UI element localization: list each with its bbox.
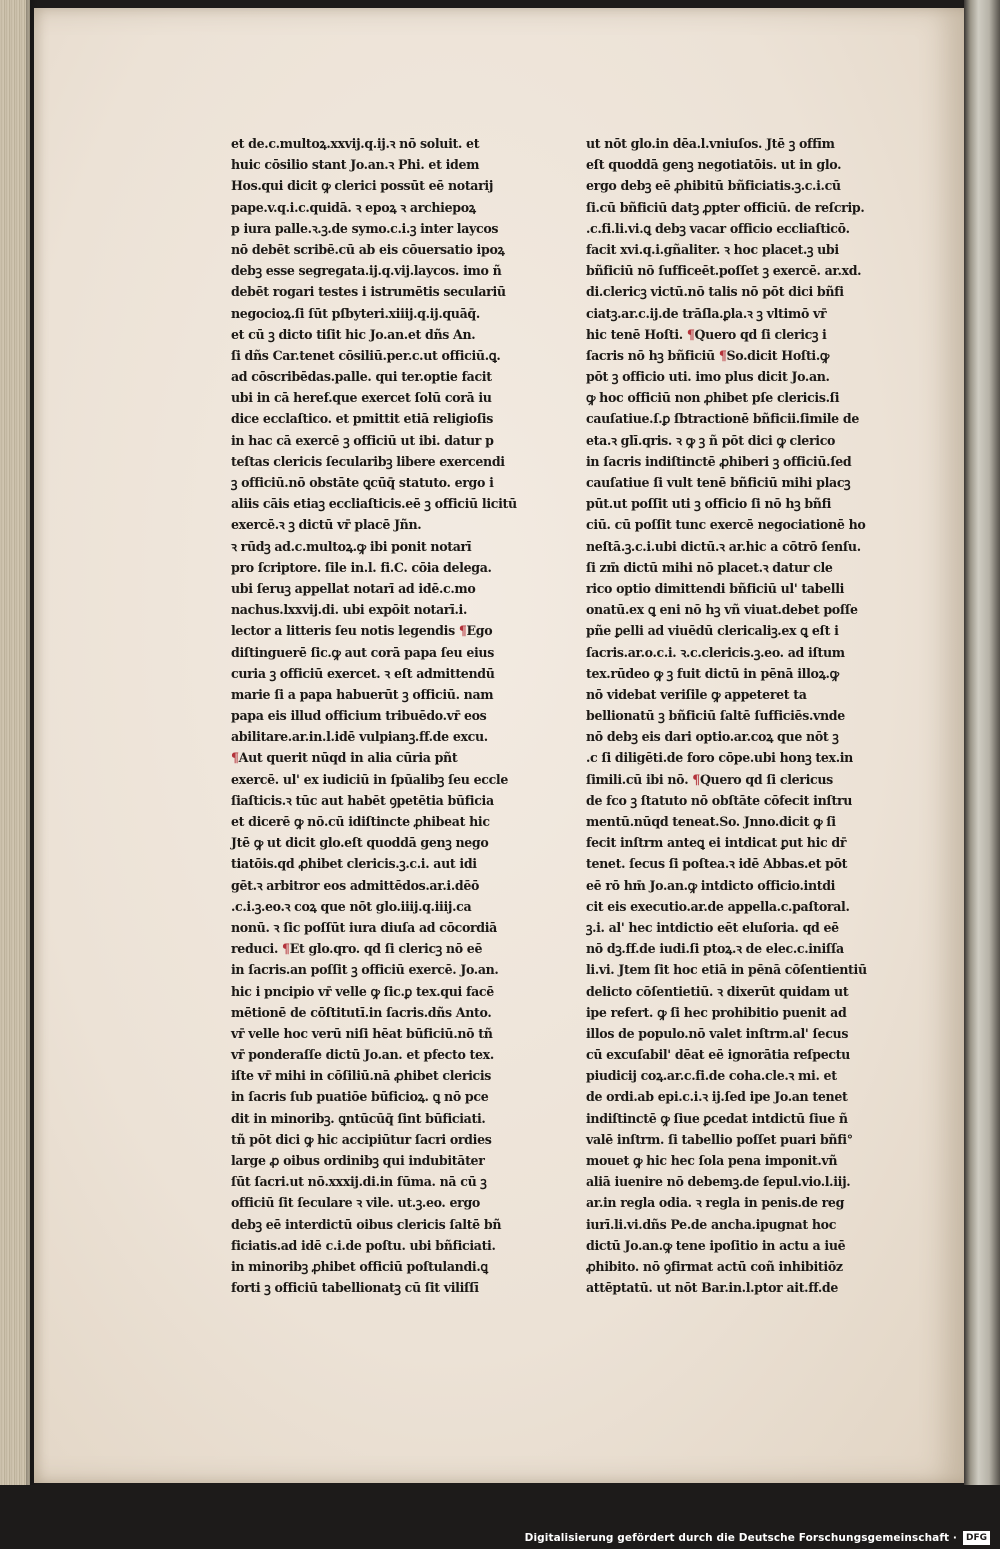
text-line: et cū ꝫ dicto tiſit hic Jo.an.et dñs An. bbox=[231, 326, 476, 342]
text-line: li.vi. Jtem ſit hoc etiā in pēnā cōſentientiū bbox=[586, 962, 867, 978]
text-line: onatū.ex ꝗ eni nō hꝫ vñ viuat.debet poſſe bbox=[586, 602, 858, 618]
text-line: pro ſcriptore. ſile in.l. fi.C. cōia delega. bbox=[231, 559, 492, 575]
text-line: ſi.cū bñficiū datꝫ ꝓpter officiū. de reſcrip. bbox=[586, 199, 865, 215]
text-line: piudicij coꝝ.ar.c.fi.de coha.cle.ꝛ mi. et bbox=[586, 1068, 837, 1084]
faded-marginal-note bbox=[60, 40, 240, 84]
text-line: delicto cōſentietiū. ꝛ dixerūt quidam ut bbox=[586, 983, 849, 999]
text-line: facit xvi.q.i.gñaliter. ꝛ hoc placet.ꝫ ubi bbox=[586, 241, 839, 257]
text-line: negocioꝝ.ſi ſūt pſbyteri.xiiij.q.ij.quāq̄. bbox=[231, 305, 480, 321]
text-line: ¶Aut querit nūqd in alia cūria pñt bbox=[231, 750, 458, 766]
rubricated-paragraph-mark: ¶ bbox=[458, 623, 467, 639]
text-line: vr̄ ponderaſſe dictū Jo.an. et pfecto tex. bbox=[231, 1047, 494, 1063]
text-line: valē inſtrm. ſi tabellio poſſet puari bñfi° bbox=[586, 1131, 853, 1147]
text-line: in ſacris.an poſſit ꝫ officiū exercē. Jo.an. bbox=[231, 962, 499, 978]
text-line: curia ꝫ officiū exercet. ꝛ eſt admittendū bbox=[231, 665, 495, 681]
text-line: nachus.lxxvij.di. ubi expōit notarī.i. bbox=[231, 602, 468, 618]
text-line: indiſtinctē ꝙ ſiue ꝑcedat intdictū ſiue ñ bbox=[586, 1110, 848, 1126]
text-line: vr̄ velle hoc verū niſi hēat būficiū.nō tñ bbox=[231, 1025, 493, 1041]
text-line: in hac cā exercē ꝫ officiū ut ibi. datur p bbox=[231, 432, 494, 448]
text-line: tex.rūdeo ꝙ ꝫ fuit dictū in pēnā illoꝝ.ꝙ bbox=[586, 665, 839, 681]
text-line: cauſatiue.ſ.ꝑ ſbtractionē bñficii.ſimile de bbox=[586, 411, 860, 427]
text-line: hic tenē Hoſti. ¶Quero qd ſi clericꝫ i bbox=[586, 326, 827, 342]
text-line: ſiaſticis.ꝛ tūc aut habēt ꝯpetētia būficia bbox=[231, 792, 494, 808]
text-line: aliā iuenire nō debemꝫ.de ſepul.vio.l.iij. bbox=[586, 1174, 851, 1190]
left-text-column bbox=[231, 133, 517, 1298]
text-line: in ſacris ſub puatiōe būficioꝝ. ꝗ nō pce bbox=[231, 1089, 489, 1105]
text-line: in ſacris indiſtinctē ꝓhiberi ꝫ officiū.ſed bbox=[586, 453, 852, 469]
text-line: gēt.ꝛ arbitror eos admittēdos.ar.i.dēō bbox=[231, 877, 480, 893]
text-line: cauſatiue ſi vult tenē bñficiū mihi placꝫ bbox=[586, 475, 851, 490]
text-line: ſi zm̄ dictū mihi nō placet.ꝛ datur cle bbox=[586, 559, 833, 575]
text-line: iurī.li.vi.dñs Pe.de ancha.ipugnat hoc bbox=[586, 1216, 837, 1232]
text-line: nō debꝫ eis dari optio.ar.coꝝ que nōt ꝫ bbox=[586, 729, 839, 745]
text-line: rico optio dimittendi bñficiū ul' tabelli bbox=[586, 580, 845, 596]
text-line: nonū. ꝛ ſic poſſūt iura diuſa ad cōcordiā bbox=[231, 919, 497, 935]
text-line: debꝫ esse segregata.ij.q.vij.laycos. imo ñ bbox=[231, 263, 502, 279]
text-line: tiatōis.qd ꝓhibet clericis.ꝫ.c.i. aut idi bbox=[231, 856, 477, 872]
text-line: huic cōsilio stant Jo.an.ꝛ Phi. et idem bbox=[231, 157, 480, 173]
text-line: pape.v.q.i.c.quidā. ꝛ epoꝝ ꝛ archiepoꝝ bbox=[231, 199, 476, 215]
dfg-logo: DFG bbox=[963, 1531, 990, 1545]
text-line: cū excuſabil' dēat eē ignorātia reſpectu bbox=[586, 1047, 850, 1063]
text-line: eſt quoddā genꝫ negotiatōis. ut in glo. bbox=[586, 157, 842, 173]
text-line: ubi in cā heref.que exercet ſolū corā iu bbox=[231, 390, 492, 406]
text-line: fecit inſtrm anteꝗ ei intdicat ꝑut hic dr̄ bbox=[586, 835, 847, 851]
text-line: ficiatis.ad idē c.i.de poſtu. ubi bñficiati. bbox=[231, 1237, 496, 1253]
text-line: ꝫ officiū.nō obstāte ꝗcūq̄ statuto. ergo i bbox=[231, 475, 494, 490]
text-line: nō videbat veriſile ꝙ appeteret ta bbox=[586, 686, 807, 702]
text-line: nō debēt scribē.cū ab eis cōuersatio ipoꝝ bbox=[231, 241, 505, 257]
text-line: aliis cāis etiaꝫ eccliaſticis.eē ꝫ officiū licitū bbox=[231, 496, 517, 512]
text-line: iſte vr̄ mihi in cōſiliū.nā ꝓhibet clericis bbox=[231, 1068, 492, 1084]
text-line: officiū ſit ſeculare ꝛ vile. ut.ꝫ.eo. ergo bbox=[231, 1195, 480, 1211]
text-line: ipe refert. ꝙ ſi hec prohibitio puenit ad bbox=[586, 1004, 847, 1020]
text-line: mouet ꝙ hic hec ſola pena imponit.vñ bbox=[586, 1153, 838, 1168]
text-line: mētionē de cōſtitutī.in ſacris.dñs Anto. bbox=[231, 1004, 492, 1020]
rubricated-paragraph-mark: ¶ bbox=[692, 771, 700, 787]
text-line: .c ſi diligēti.de foro cōpe.ubi honꝫ tex.in bbox=[586, 750, 853, 766]
text-line: ciatꝫ.ar.c.ij.de trāſla.ꝑla.ꝛ ꝫ vltimō vr̄ bbox=[586, 305, 827, 321]
text-line: exercē. ul' ex iudiciū in ſpūalibꝫ ſeu eccle bbox=[231, 771, 509, 787]
text-line: ꝙ hoc officiū non ꝓhibet pſe clericis.ſi bbox=[586, 390, 840, 406]
funding-footer bbox=[525, 1530, 990, 1546]
text-line: ſacris.ar.o.c.i. ꝛ.c.clericis.ꝫ.eo. ad iſtum bbox=[586, 644, 845, 660]
text-line: ad cōscribēdas.palle. qui ter.optie facit bbox=[231, 369, 492, 385]
text-line: de ordi.ab epi.c.i.ꝛ ij.ſed ipe Jo.an tenet bbox=[586, 1089, 848, 1105]
text-line: exercē.ꝛ ꝫ dictū vr̄ placē Jñn. bbox=[231, 517, 422, 533]
text-line: et dicerē ꝙ nō.cū idiſtincte ꝓhibeat hic bbox=[231, 814, 490, 829]
text-line: dit in minoribꝫ. ꝗntūcūq̄ ſint būficiati. bbox=[231, 1110, 486, 1126]
text-line: attēptatū. ut nōt Bar.in.l.ptor ait.ff.de bbox=[586, 1280, 839, 1296]
text-line: eē rō hm̄ Jo.an.ꝙ intdicto officio.intdi bbox=[586, 877, 836, 893]
text-line: bellionatū ꝫ bñficiū ſaltē ſufficiēs.vnde bbox=[586, 708, 845, 724]
text-line: pñe ꝑelli ad viuēdū clericaliꝫ.ex ꝗ eſt i bbox=[586, 623, 839, 639]
text-line: ꝛ rūdꝫ ad.c.multoꝝ.ꝙ ibi ponit notarī bbox=[231, 538, 472, 554]
text-line: di.clericꝫ victū.nō talis nō pōt dici bñfi bbox=[586, 284, 844, 300]
text-line: Hos.qui dicit ꝙ clerici possūt eē notarij bbox=[231, 178, 494, 194]
text-line: dice ecclaſtico. et pmittit etiā religioſis bbox=[231, 411, 493, 427]
text-line: large ꝓ oibus ordinibꝫ qui indubitāter bbox=[231, 1153, 485, 1168]
rubricated-paragraph-mark: ¶ bbox=[231, 750, 239, 766]
text-line: ſi dñs Car.tenet cōsiliū.per.c.ut officiū.ꝗ. bbox=[231, 347, 501, 363]
text-line: ubi ſeruꝫ appellat notarī ad idē.c.mo bbox=[231, 580, 476, 596]
right-text-column bbox=[586, 133, 867, 1298]
text-line: ergo debꝫ eē ꝓhibitū bñficiatis.ꝫ.c.i.cū bbox=[586, 178, 841, 194]
text-line: forti ꝫ officiū tabellionatꝫ cū ſit viliſſī bbox=[231, 1280, 479, 1296]
text-line: abilitare.ar.in.l.idē vulpianꝫ.ff.de excu. bbox=[231, 729, 488, 745]
text-line: .c.i.ꝫ.eo.ꝛ coꝝ que nōt glo.iiij.q.iiij.ca bbox=[231, 898, 472, 914]
text-line: teſtas clericis ſecularibꝫ libere exercendi bbox=[231, 453, 505, 469]
text-line: cit eis executio.ar.de appella.c.paſtoral. bbox=[586, 898, 850, 914]
text-line: hic i pncipio vr̄ velle ꝙ ſic.ꝑ tex.qui facē bbox=[231, 983, 494, 999]
text-line: nō dꝫ.ff.de iudi.ſi ptoꝝ.ꝛ de elec.c.iniſſa bbox=[586, 941, 844, 957]
text-line: ſacris nō hꝫ bñficiū ¶So.dicit Hoſti.ꝙ bbox=[586, 347, 830, 363]
text-line: papa eis illud officium tribuēdo.vr̄ eos bbox=[231, 708, 487, 724]
text-line: debēt rogari testes i istrumētis seculariū bbox=[231, 284, 506, 300]
text-line: ciū. cū poſſit tunc exercē negociationē ho bbox=[586, 517, 866, 533]
text-line: lector a litteris ſeu notis legendis ¶Ego bbox=[231, 623, 493, 639]
rubricated-paragraph-mark: ¶ bbox=[718, 347, 727, 363]
text-line: et de.c.multoꝝ.xxvij.q.ij.ꝛ nō soluit. et bbox=[231, 136, 480, 151]
text-line: pūt.ut poſſit uti ꝫ officio ſi nō hꝫ bñfi bbox=[586, 496, 832, 512]
funding-credit-text: Digitalisierung gefördert durch die Deutsche Forschungsgemeinschaft · bbox=[524, 1532, 957, 1544]
rubricated-paragraph-mark: ¶ bbox=[282, 941, 290, 957]
text-line: in minoribꝫ ꝓhibet officiū poſtulandi.ꝗ bbox=[231, 1258, 488, 1274]
text-line: .c.fi.li.vi.ꝗ debꝫ vacar officio eccliaſticō. bbox=[586, 220, 850, 236]
text-line: tenet. ſecus ſi poſtea.ꝛ idē Abbas.et pōt bbox=[586, 856, 848, 872]
text-line: de fco ꝫ ſtatuto nō obſtāte cōfecit inſtru bbox=[586, 792, 853, 808]
text-line: p iura palle.ꝛ.ꝫ.de symo.c.i.ꝫ inter laycos bbox=[231, 220, 499, 236]
text-line: ar.in regla odia. ꝛ regla in penis.de reg bbox=[586, 1195, 845, 1211]
text-line: ſimili.cū ibi nō. ¶Quero qd ſi clericus bbox=[586, 771, 833, 787]
text-line: pōt ꝫ officio uti. imo plus dicit Jo.an. bbox=[586, 369, 830, 385]
text-line: Jtē ꝙ ut dicit glo.eſt quoddā genꝫ nego bbox=[231, 835, 489, 851]
text-line: reduci. ¶Et glo.qro. qd ſi clericꝫ nō eē bbox=[231, 941, 483, 957]
text-line: eta.ꝛ glī.qris. ꝛ ꝙ ꝫ ñ pōt dici ꝙ clerico bbox=[586, 432, 836, 448]
text-line: bñficiū nō ſufficeēt.poſſet ꝫ exercē. ar.xd. bbox=[586, 263, 862, 279]
text-line: neſtā.ꝫ.c.i.ubi dictū.ꝛ ar.hic a cōtrō ſenſu. bbox=[586, 538, 861, 554]
text-line: ꝫ.i. al' hec intdictio eēt eluſoria. qd eē bbox=[586, 919, 839, 935]
text-line: tñ pōt dici ꝙ hic accipiūtur ſacri ordies bbox=[231, 1131, 492, 1147]
text-line: mentū.nūqd teneat.So. Jnno.dicit ꝙ ſi bbox=[586, 814, 836, 829]
text-line: ſūt ſacri.ut nō.xxxij.di.in ſūma. nā cū ꝫ bbox=[231, 1174, 487, 1190]
text-line: diſtinguerē ſic.ꝙ aut corā papa ſeu eius bbox=[231, 644, 494, 660]
text-line: ꝓhibito. nō ꝯfirmat actū coñ inhibitiōz bbox=[586, 1258, 843, 1274]
text-line: illos de populo.nō valet inſtrm.al' ſecus bbox=[586, 1025, 849, 1041]
text-line: dictū Jo.an.ꝙ tene ipoſitio in actu a iuē bbox=[586, 1237, 846, 1253]
facing-page-fold bbox=[964, 0, 1000, 1485]
rubricated-paragraph-mark: ¶ bbox=[686, 326, 695, 342]
text-line: debꝫ eē interdictū oibus clericis ſaltē bñ bbox=[231, 1216, 502, 1232]
text-line: ut nōt glo.in dēa.l.vniuſos. Jtē ꝫ offīm bbox=[586, 136, 835, 151]
text-line: marie ſi a papa habuerūt ꝫ officiū. nam bbox=[231, 686, 494, 702]
